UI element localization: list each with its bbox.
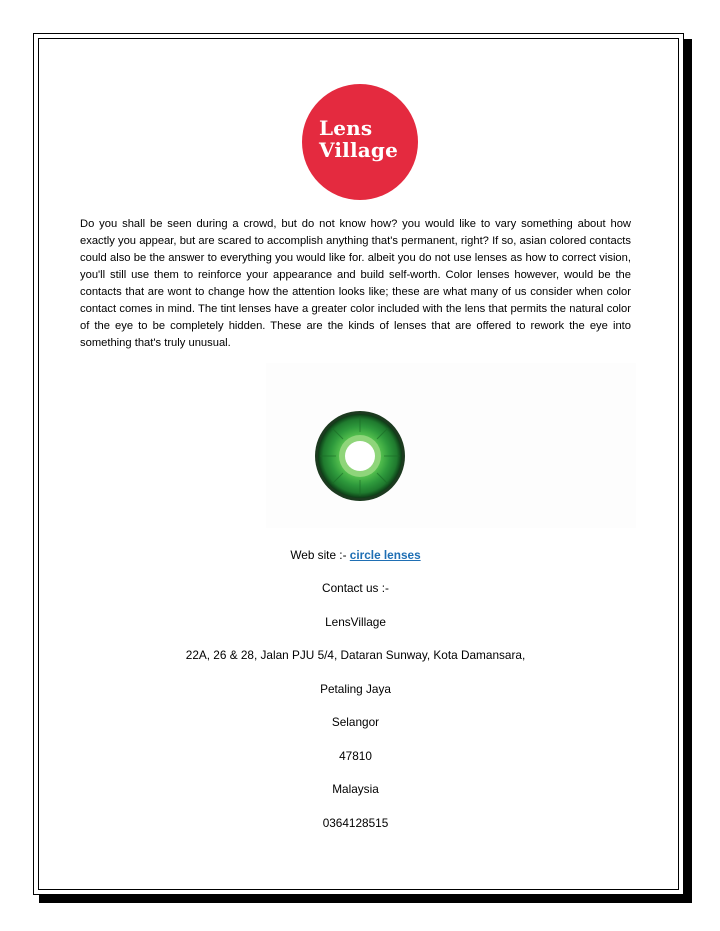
- state-line: Selangor: [331, 715, 380, 729]
- website-label: Web site :-: [290, 548, 350, 562]
- city-line: Petaling Jaya: [320, 682, 391, 696]
- green-contact-lens-icon: [314, 410, 406, 502]
- postcode-line: 47810: [339, 749, 372, 763]
- website-line: [34, 547, 677, 563]
- company-name: LensVillage: [325, 615, 386, 629]
- phone-line: 0364128515: [322, 816, 389, 830]
- address-line: 22A, 26 & 28, Jalan PJU 5/4, Dataran Sunway, Kota Damansara,: [185, 648, 526, 662]
- product-image: [266, 363, 636, 528]
- logo-text: Lens Village: [319, 116, 399, 162]
- document-page: [33, 33, 684, 895]
- contact-heading: Contact us :-: [322, 581, 389, 595]
- country-line: Malaysia: [332, 782, 379, 796]
- intro-paragraph: Do you shall be seen during a crowd, but do not know how? you would like to vary something about how exactly you appear, but are scared to accomplish anything that's permanent, right? If so, asian colored contacts could also be the answer to everything you would like for. albeit you do not use lenses as how to correct vision, you'll still use them to reinforce your appearance and build self-worth. Color lenses however, would be the contacts that are wont to change how the attention looks like; these are what many of us consider when color contact comes in mind. The tint lenses have a greater color included with the lens that permits the natural color of the eye to be completely hidden. These are the kinds of lenses that are offered to rework the eye into something that's truly unusual.: [80, 218, 631, 349]
- lens-village-logo: [302, 84, 418, 200]
- circle-lenses-link[interactable]: circle lenses: [349, 548, 421, 562]
